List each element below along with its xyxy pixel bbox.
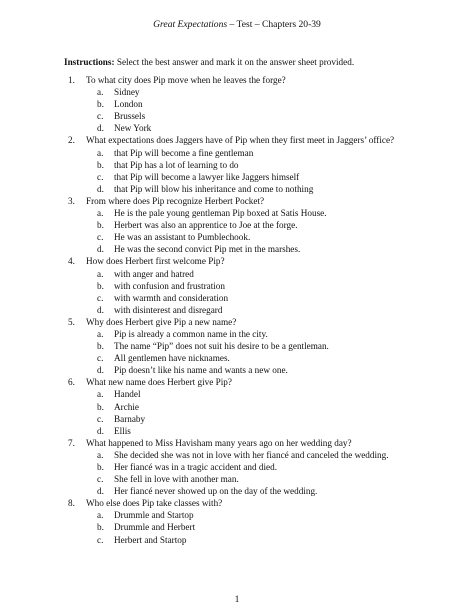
answer-option [0,99,474,111]
option-text: Handel [114,389,141,400]
question-list [0,75,474,547]
instructions-text: Select the best answer and mark it on the answer sheet provided. [114,57,355,67]
option-letter: d. [97,425,104,436]
question-stem [0,498,474,510]
answer-option [0,87,474,99]
question-5 [0,317,474,377]
option-letter: b. [97,159,104,170]
option-text: Ellis [114,425,131,436]
option-text: that Pip has a lot of learning to do [114,159,239,170]
question-number: 2. [68,135,75,146]
question-3 [0,196,474,256]
question-2 [0,135,474,195]
test-subtitle: – Test – Chapters 20-39 [227,19,321,30]
option-text: that Pip will blow his inheritance and come to nothing [114,183,314,194]
option-text: New York [114,123,152,134]
question-stem [0,438,474,450]
question-text: What expectations does Jaggers have of Pip when they first meet in Jaggers’ office? [86,135,395,146]
option-letter: c. [97,413,104,424]
option-letter: a. [97,449,104,460]
option-text: Her fiancé was in a tragic accident and died. [114,462,277,472]
option-letter: b. [97,341,104,352]
question-text: What happened to Miss Havisham many years ago on her wedding day? [86,437,352,448]
option-letter: a. [97,389,104,400]
option-text: that Pip will become a lawyer like Jaggers himself [114,171,300,182]
book-title: Great Expectations [153,19,228,30]
option-text: London [114,99,143,110]
answer-option [0,535,474,547]
option-text: Drummle and Herbert [114,522,196,533]
option-text: The name “Pip” does not suit his desire to be a gentleman. [114,341,329,352]
answer-option [0,426,474,438]
answer-option [0,269,474,281]
question-1 [0,75,474,135]
answer-option [0,184,474,196]
answer-option [0,486,474,498]
question-number: 1. [68,75,75,85]
option-letter: d. [97,183,104,194]
option-text: Pip doesn’t like his name and wants a new one. [114,365,288,376]
option-text: that Pip will become a fine gentleman [114,147,254,158]
option-letter: c. [97,534,104,545]
question-number: 8. [68,498,75,509]
answer-option [0,474,474,486]
option-letter: c. [97,171,104,182]
option-text: All gentlemen have nicknames. [114,353,230,364]
answer-option [0,305,474,317]
option-letter: d. [97,304,104,315]
option-letter: c. [97,353,104,364]
option-text: Drummle and Startop [114,510,194,521]
option-text: with warmth and consideration [114,292,229,303]
option-text: Barnaby [114,413,146,424]
answer-option [0,293,474,305]
answer-option [0,341,474,353]
option-text: Brussels [114,111,146,122]
question-7 [0,438,474,498]
question-number: 5. [68,316,75,327]
option-text: Herbert was also an apprentice to Joe at the forge. [114,220,298,231]
answer-option [0,123,474,135]
question-stem [0,317,474,329]
page-number: 1 [234,594,240,605]
option-text: He was the second convict Pip met in the marshes. [114,244,301,255]
option-text: Herbert and Startop [114,534,187,545]
question-stem [0,377,474,389]
option-letter: b. [97,280,104,291]
answer-option [0,208,474,220]
question-text: Who else does Pip take classes with? [86,498,223,509]
answer-option [0,160,474,172]
question-stem [0,196,474,208]
option-letter: b. [97,99,104,110]
instructions-label: Instructions: [64,57,115,67]
option-letter: b. [97,220,104,231]
answer-option [0,462,474,474]
option-letter: b. [97,401,104,412]
option-letter: a. [97,328,104,339]
answer-option [0,389,474,401]
answer-option [0,365,474,377]
option-text: with confusion and frustration [114,280,225,291]
question-text: From where does Pip recognize Herbert Pocket? [86,195,265,206]
option-letter: d. [97,244,104,255]
answer-option [0,353,474,365]
option-letter: b. [97,462,104,472]
question-text: How does Herbert first welcome Pip? [86,256,225,267]
option-letter: c. [97,111,104,122]
question-number: 3. [68,195,75,206]
question-number: 4. [68,256,75,267]
answer-option [0,281,474,293]
option-text: She decided she was not in love with her fiancé and canceled the wedding. [114,449,389,460]
option-letter: d. [97,123,104,134]
option-letter: d. [97,486,104,497]
question-stem [0,256,474,268]
option-text: Her fiancé never showed up on the day of the wedding. [114,486,318,497]
answer-option [0,111,474,123]
instructions [64,57,444,69]
question-text: Why does Herbert give Pip a new name? [86,316,237,327]
option-text: Pip is already a common name in the city. [114,328,268,339]
option-letter: c. [97,474,104,485]
option-letter: a. [97,87,104,98]
question-stem [0,75,474,87]
option-letter: b. [97,522,104,533]
answer-option [0,450,474,462]
question-4 [0,256,474,316]
option-letter: d. [97,365,104,376]
question-number: 7. [68,437,75,448]
page-header [0,19,474,31]
question-stem [0,135,474,147]
question-text: What new name does Herbert give Pip? [86,377,232,388]
option-letter: a. [97,147,104,158]
option-text: Archie [114,401,139,412]
option-letter: a. [97,208,104,219]
question-8 [0,498,474,546]
option-text: He is the pale young gentleman Pip boxed at Satis House. [114,208,327,219]
answer-option [0,220,474,232]
option-text: Sidney [114,87,140,98]
answer-option [0,232,474,244]
answer-option [0,414,474,426]
option-letter: a. [97,510,104,521]
option-letter: c. [97,292,104,303]
option-text: with anger and hatred [114,268,194,279]
question-text: To what city does Pip move when he leaves the forge? [86,75,286,85]
option-text: He was an assistant to Pumblechook. [114,232,251,243]
option-letter: c. [97,232,104,243]
question-number: 6. [68,377,75,388]
option-text: She fell in love with another man. [114,474,239,485]
answer-option [0,244,474,256]
answer-option [0,510,474,522]
answer-option [0,148,474,160]
answer-option [0,172,474,184]
option-text: with disinterest and disregard [114,304,223,315]
answer-option [0,402,474,414]
answer-option [0,522,474,534]
question-6 [0,377,474,437]
option-letter: a. [97,268,104,279]
answer-option [0,329,474,341]
